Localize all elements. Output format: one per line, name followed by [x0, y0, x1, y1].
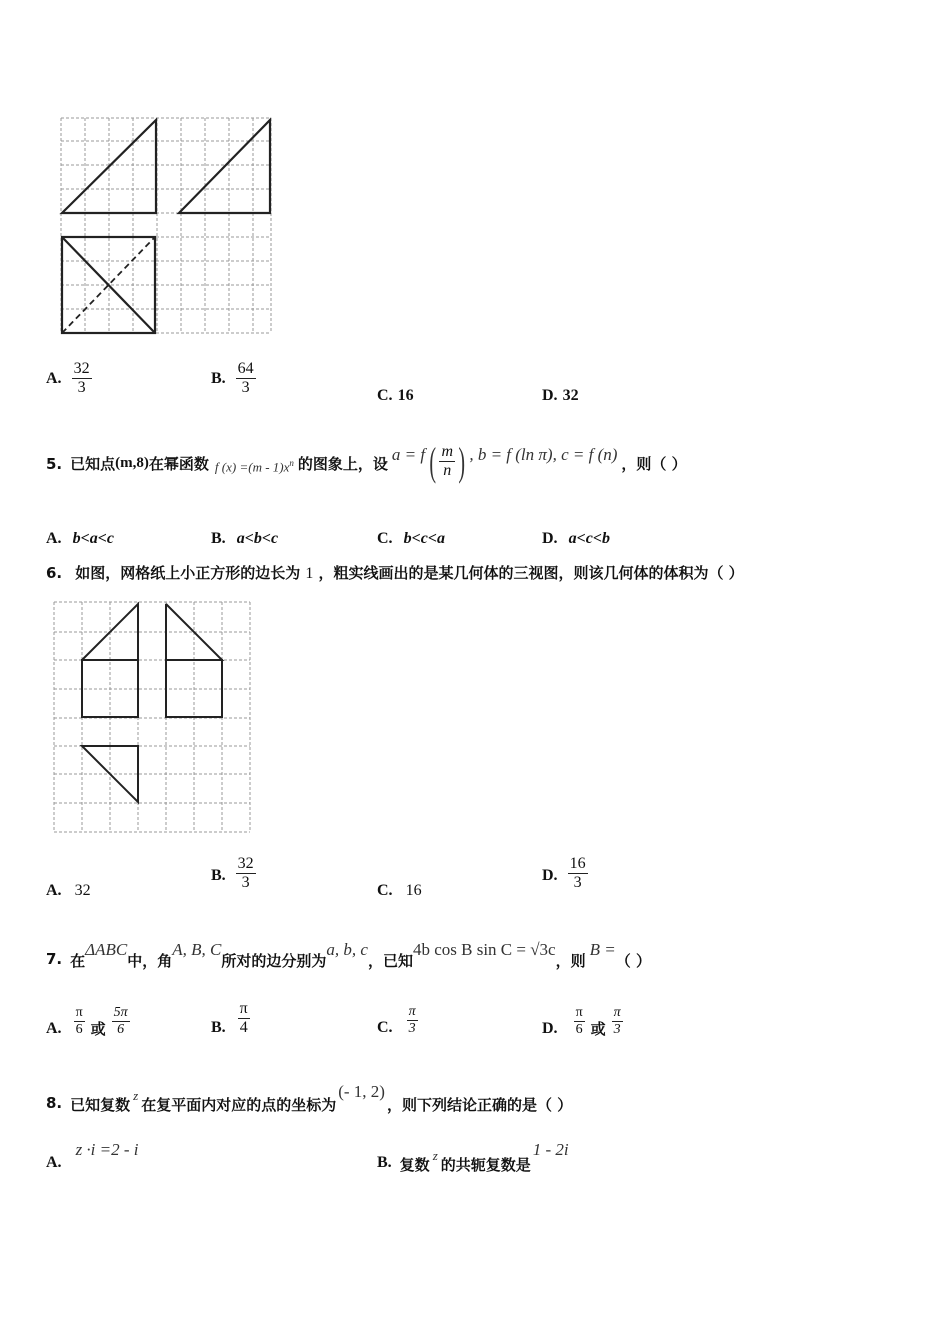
power-function: f $(x) =(m - 1)x^n$: [214, 457, 294, 475]
fraction: $\frac{\pi}{6}$: [575, 1004, 583, 1037]
q6-option-a[interactable]: [46, 880, 91, 900]
option-label: A.: [46, 882, 62, 899]
given-equation: 4b cos B sin C = √3c: [412, 940, 556, 959]
angles: A, B, C: [172, 940, 222, 959]
point-notation: (m,8): [115, 455, 149, 471]
side-length: 1: [305, 565, 314, 582]
option-value: a<b<c: [236, 530, 279, 547]
question-text: ，已知: [367, 952, 413, 970]
option-label: D.: [542, 866, 558, 884]
option-value: 16: [397, 387, 414, 404]
a-definition: a = f: [391, 444, 426, 464]
option-label: D.: [542, 1019, 558, 1037]
q8-stem: [46, 1082, 572, 1115]
q4-option-b[interactable]: [211, 360, 256, 398]
q6-option-b[interactable]: [211, 855, 256, 893]
option-value: b<c<a: [403, 530, 445, 547]
complex-z: z: [133, 1088, 139, 1103]
option-text: 复数: [399, 1156, 430, 1174]
complex-z: z: [432, 1148, 438, 1163]
option-label: A.: [46, 369, 62, 387]
question-text: 中，角: [127, 952, 173, 970]
option-value: 1 - 2i: [532, 1140, 569, 1159]
fraction: $\frac{32}{3}$: [237, 855, 254, 892]
fraction: $\frac{\pi}{4}$: [239, 1000, 248, 1037]
question-text: ，则: [555, 952, 586, 970]
q4-option-d[interactable]: [542, 385, 579, 405]
question-text: ，则下列结论正确的是（ ）: [386, 1096, 573, 1114]
q8-option-a[interactable]: [46, 1140, 139, 1172]
option-value: 32: [562, 387, 579, 404]
a-argument: ( $\frac{m}{n}$ ): [429, 439, 465, 484]
q7-stem: [46, 940, 651, 971]
option-label: B.: [211, 1018, 226, 1036]
q5-option-a[interactable]: [46, 528, 114, 548]
option-label: C.: [377, 1018, 393, 1036]
question-number: 5.: [46, 454, 63, 473]
q6-stem: [46, 562, 744, 583]
q6-option-c[interactable]: [377, 880, 422, 900]
question-text: 在: [70, 952, 86, 970]
option-value: 32: [74, 882, 91, 899]
question-text: 在幂函数: [148, 455, 209, 473]
fraction: $\frac{\pi}{3}$: [408, 1004, 416, 1037]
fraction: $\frac{5\pi}{6}$: [113, 1004, 128, 1037]
q4-three-view-figure: [55, 112, 277, 340]
question-text: ，则（ ）: [621, 455, 687, 473]
option-value: z ·i =2 - i: [75, 1140, 139, 1159]
option-label: C.: [377, 530, 393, 547]
q7-option-a[interactable]: [46, 1004, 130, 1039]
q5-option-d[interactable]: [542, 528, 610, 548]
q6-option-d[interactable]: [542, 855, 588, 893]
option-value: 16: [405, 882, 422, 899]
option-label: A.: [46, 530, 62, 547]
question-text: ，粗实线画出的是某几何体的三视图，则该几何体的体积为（ ）: [318, 564, 744, 582]
question-text: 已知复数: [70, 1096, 131, 1114]
option-label: C.: [377, 387, 393, 404]
fraction: $\frac{64}{3}$: [237, 360, 254, 397]
q6-three-view-figure: [50, 598, 256, 836]
q8-option-b[interactable]: [377, 1140, 569, 1175]
option-label: D.: [542, 387, 558, 404]
option-label: D.: [542, 530, 558, 547]
option-label: C.: [377, 882, 393, 899]
q7-option-d[interactable]: [542, 1004, 623, 1039]
fraction: $\frac{16}{3}$: [569, 855, 586, 892]
fraction: $\frac{\pi}{3}$: [613, 1004, 621, 1037]
fraction: $\frac{32}{3}$: [73, 360, 90, 397]
option-value: a<c<b: [568, 530, 610, 547]
question-text: 在复平面内对应的点的坐标为: [141, 1096, 337, 1114]
option-value: b<a<c: [72, 530, 114, 547]
question-text: 已知点: [70, 455, 116, 473]
q4-option-a[interactable]: [46, 360, 92, 398]
coordinate: (- 1, 2): [338, 1082, 385, 1101]
option-label: A.: [46, 1154, 62, 1171]
question-number: 7.: [46, 950, 63, 968]
or-word: 或: [90, 1020, 106, 1038]
triangle-notation: ΔABC: [85, 940, 128, 959]
q7-option-b[interactable]: [211, 1000, 250, 1038]
option-label: B.: [377, 1154, 392, 1171]
option-label: B.: [211, 530, 226, 547]
option-label: B.: [211, 369, 226, 387]
target-angle: B =: [589, 940, 616, 959]
q5-option-c[interactable]: [377, 528, 445, 548]
option-text: 的共轭复数是: [440, 1156, 531, 1174]
option-label: A.: [46, 1019, 62, 1037]
option-label: B.: [211, 866, 226, 884]
q7-option-c[interactable]: [377, 1004, 418, 1037]
or-word: 或: [590, 1020, 606, 1038]
question-text: 的图象上，设: [297, 455, 388, 473]
question-text: 所对的边分别为: [221, 952, 327, 970]
question-number: 8.: [46, 1094, 63, 1112]
bc-definition: , b = f (ln π), c = f (n): [469, 444, 618, 464]
q5-stem: [46, 439, 687, 485]
fraction: $\frac{\pi}{6}$: [75, 1004, 83, 1037]
q5-option-b[interactable]: [211, 528, 278, 548]
question-number: 6.: [46, 564, 63, 582]
q4-option-c[interactable]: [377, 385, 414, 405]
question-text: （ ）: [615, 952, 651, 970]
question-text: 如图，网格纸上小正方形的边长为: [75, 564, 301, 582]
sides: a, b, c: [326, 940, 368, 959]
